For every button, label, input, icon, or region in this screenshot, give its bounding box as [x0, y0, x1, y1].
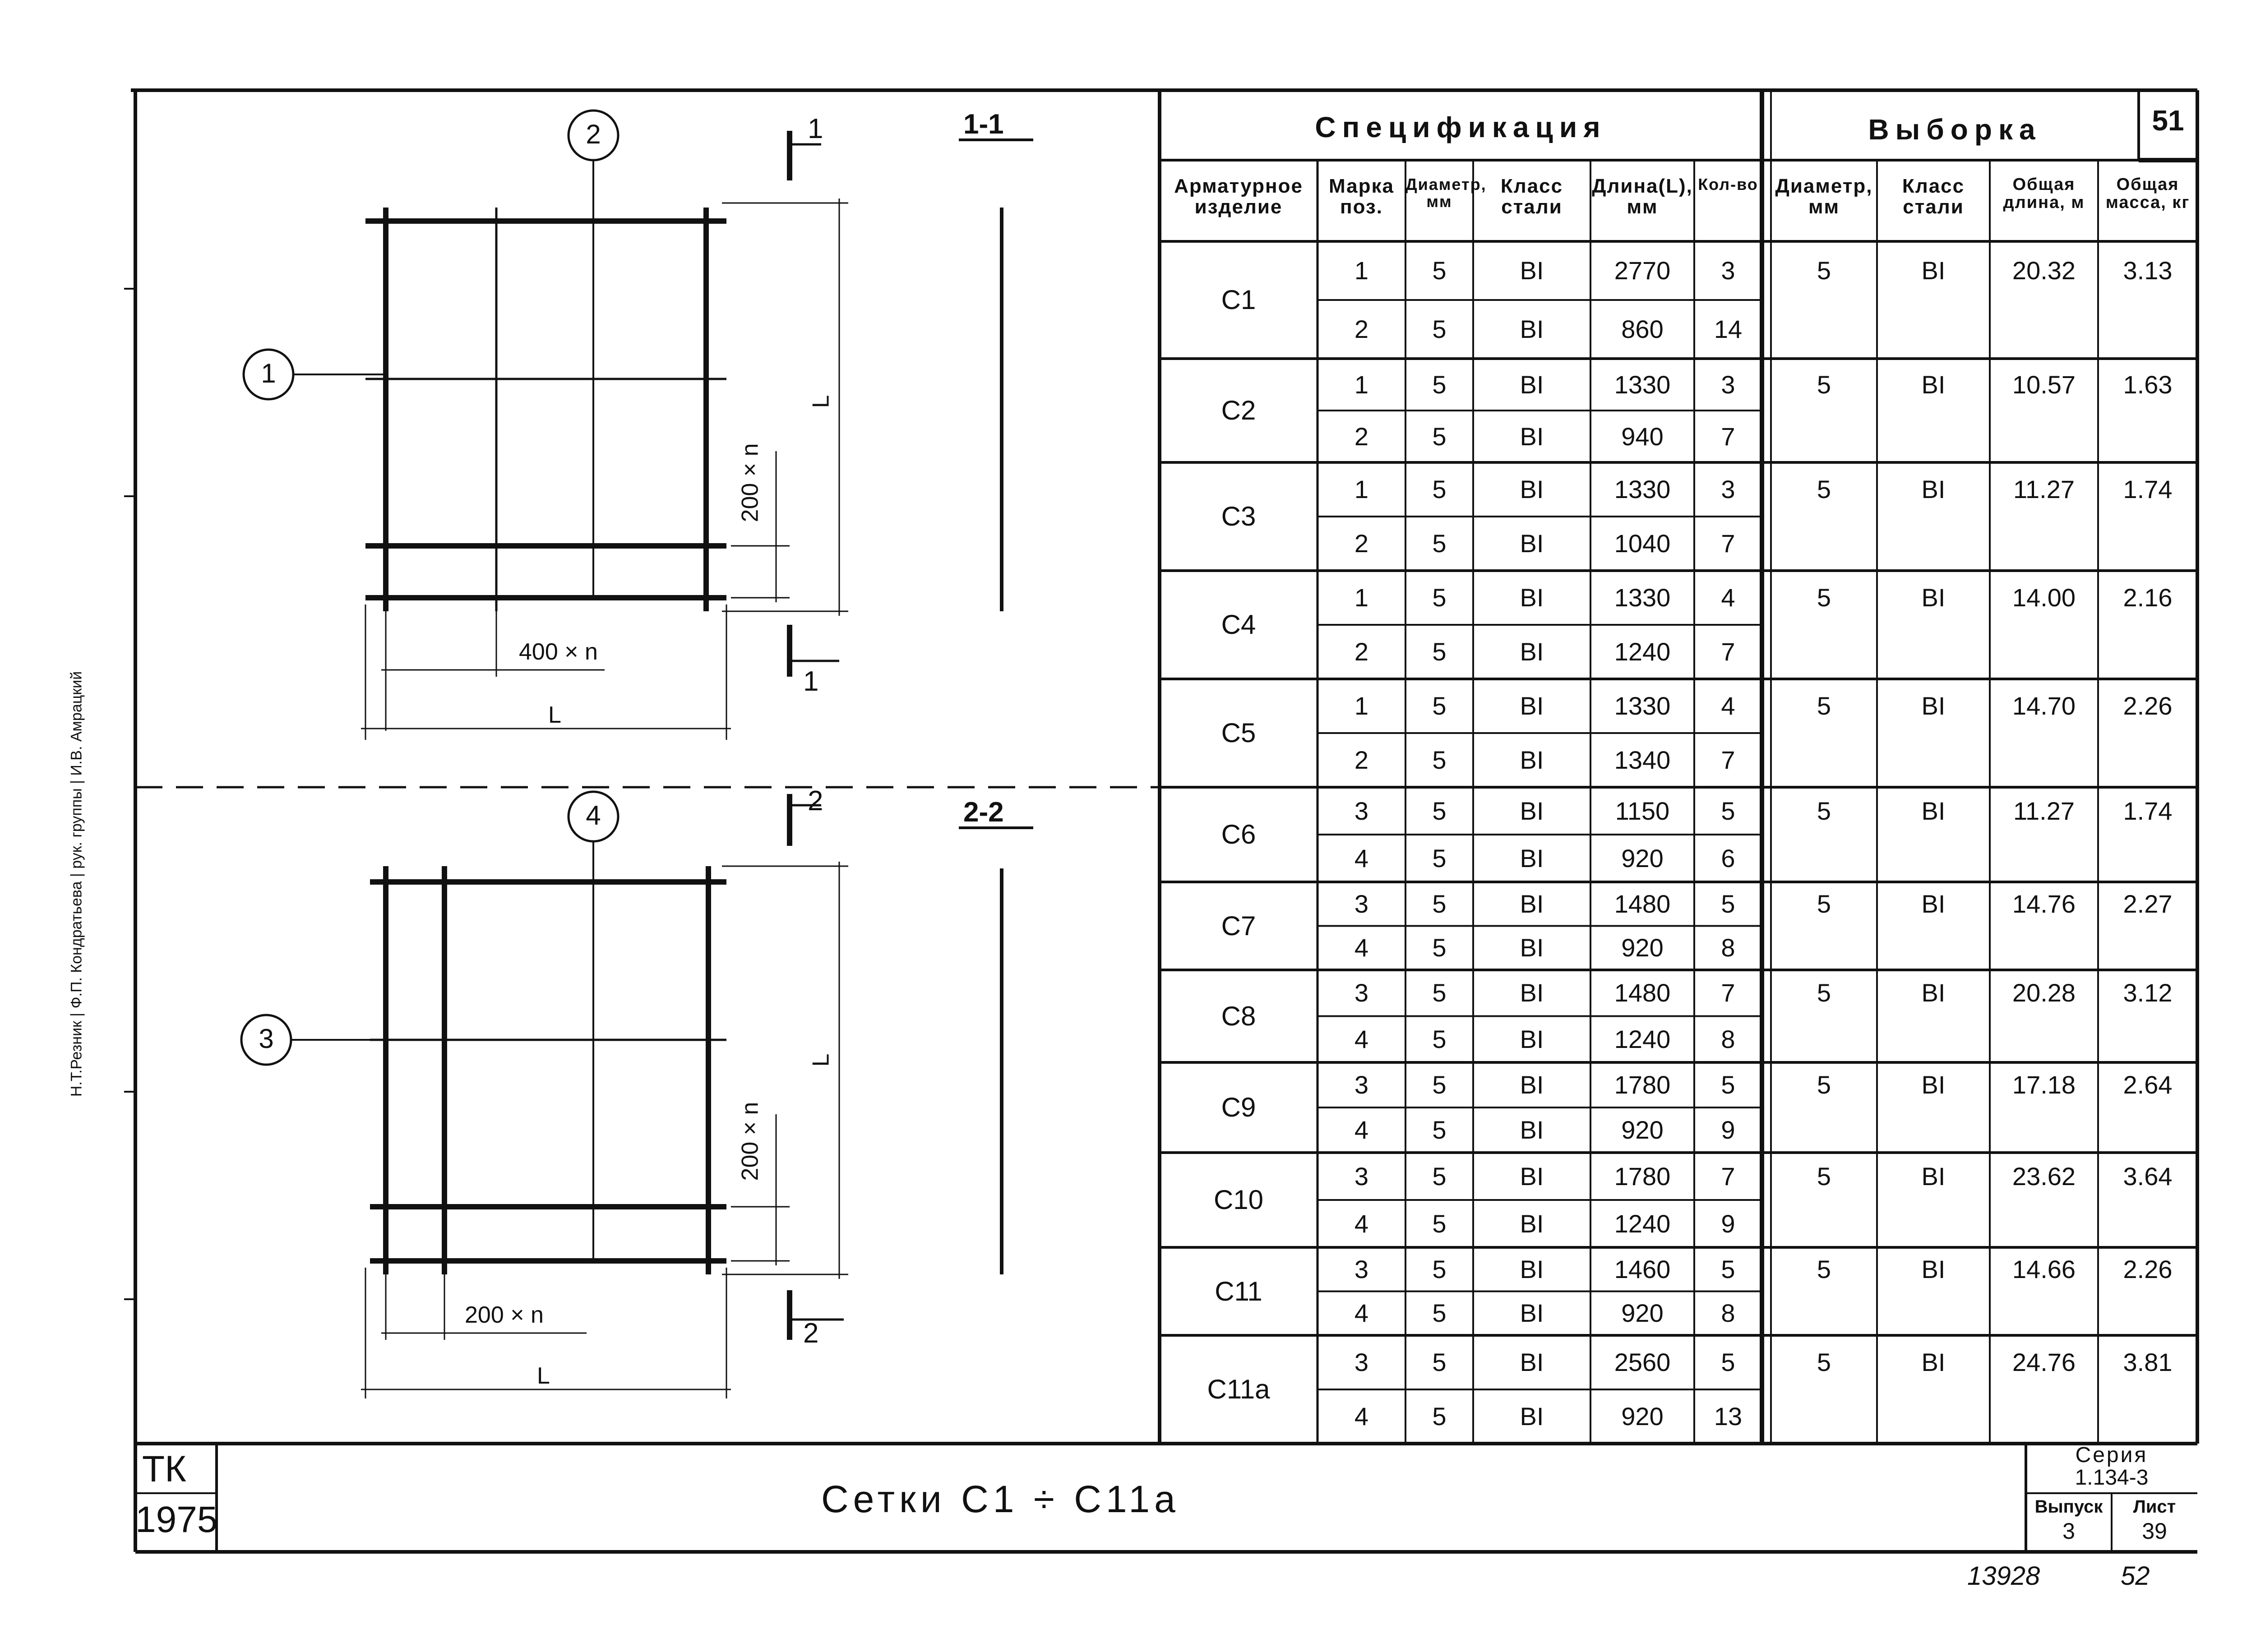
item-2: С3	[1221, 501, 1256, 531]
row-8-a-1: 5	[1432, 1071, 1447, 1099]
row-0-v-1: ВI	[1921, 256, 1946, 285]
series-value: 1.134-3	[2075, 1466, 2149, 1490]
row-8-v-1: ВI	[1921, 1071, 1946, 1099]
row-10-a-1: 5	[1432, 1255, 1447, 1283]
specification-title: Спецификация	[1315, 111, 1607, 143]
row-3-b-2: ВI	[1520, 637, 1544, 666]
dimension-200n-v-top: 200 × n	[737, 443, 763, 522]
row-3-v-2: 14.00	[2012, 583, 2076, 612]
row-4-a-4: 4	[1721, 692, 1735, 720]
row-4-b-0: 2	[1354, 746, 1369, 774]
row-6-a-1: 5	[1432, 889, 1447, 918]
row-8-a-4: 5	[1721, 1071, 1735, 1099]
row-7-b-1: 5	[1432, 1024, 1447, 1053]
row-10-b-0: 4	[1354, 1299, 1369, 1328]
side-signatures: Н.Т.Резник | Ф.П. Кондратьева | рук. группы | И.В. Амрацкий	[68, 671, 85, 1097]
row-3-b-3: 1240	[1614, 637, 1671, 666]
vyborka-header-1: Класс стали	[1902, 175, 1965, 218]
row-9-b-3: 1240	[1614, 1209, 1671, 1238]
row-6-a-0: 3	[1354, 889, 1369, 918]
row-1-b-3: 940	[1621, 422, 1664, 451]
row-5-a-2: ВI	[1520, 796, 1544, 825]
row-4-v-2: 14.70	[2012, 692, 2076, 720]
row-5-a-3: 1150	[1615, 796, 1670, 825]
row-7-v-3: 3.12	[2123, 978, 2173, 1007]
row-4-v-0: 5	[1817, 692, 1831, 720]
row-1-v-3: 1.63	[2123, 370, 2173, 399]
row-3-a-1: 5	[1432, 583, 1447, 612]
dimension-200n-h: 200 × n	[465, 1302, 544, 1328]
row-9-b-1: 5	[1432, 1209, 1447, 1238]
row-6-b-4: 8	[1721, 933, 1735, 962]
row-8-b-3: 920	[1621, 1116, 1664, 1144]
vyborka-header-0: Диаметр, мм	[1775, 175, 1873, 218]
row-5-a-4: 5	[1721, 796, 1735, 825]
row-2-v-1: ВI	[1921, 475, 1946, 503]
row-0-v-0: 5	[1817, 256, 1831, 285]
row-11-v-0: 5	[1817, 1348, 1831, 1376]
row-0-a-1: 5	[1432, 256, 1447, 285]
cut-mark-bottom-2: 2	[803, 1318, 819, 1349]
stamp-tk: ТК	[142, 1449, 186, 1490]
row-8-v-0: 5	[1817, 1071, 1831, 1099]
row-10-v-0: 5	[1817, 1255, 1831, 1283]
row-3-a-3: 1330	[1614, 583, 1671, 612]
row-7-b-0: 4	[1354, 1024, 1369, 1053]
row-2-b-2: ВI	[1520, 529, 1544, 558]
row-2-v-0: 5	[1817, 475, 1831, 503]
position-mark-1: 1	[261, 358, 276, 388]
spec-header-5: Кол-во	[1698, 175, 1758, 194]
row-4-b-1: 5	[1432, 746, 1447, 774]
row-0-a-0: 1	[1354, 256, 1369, 285]
sheet-value: 39	[2142, 1518, 2167, 1544]
position-mark-4: 4	[586, 800, 601, 831]
row-11-a-4: 5	[1721, 1348, 1735, 1376]
row-7-a-1: 5	[1432, 978, 1447, 1007]
row-8-b-2: ВI	[1520, 1116, 1544, 1144]
cut-mark-top-2: 2	[808, 785, 823, 817]
row-6-v-0: 5	[1817, 889, 1831, 918]
row-1-a-2: ВI	[1520, 370, 1544, 399]
spec-header-2: Диаметр, мм	[1405, 175, 1487, 211]
row-8-a-2: ВI	[1520, 1071, 1544, 1099]
row-6-b-0: 4	[1354, 933, 1369, 962]
row-10-b-4: 8	[1721, 1299, 1735, 1328]
footer-number-2: 52	[2121, 1561, 2150, 1591]
row-0-b-1: 5	[1432, 315, 1447, 343]
row-1-a-3: 1330	[1614, 370, 1671, 399]
position-mark-2: 2	[586, 119, 601, 149]
row-10-a-3: 1460	[1614, 1255, 1671, 1283]
row-10-a-0: 3	[1354, 1255, 1369, 1283]
dimension-200n-v-bottom: 200 × n	[737, 1102, 763, 1181]
row-5-v-1: ВI	[1921, 796, 1946, 825]
row-5-a-0: 3	[1354, 796, 1369, 825]
row-0-a-4: 3	[1721, 256, 1735, 285]
row-9-a-2: ВI	[1520, 1162, 1544, 1191]
row-6-b-3: 920	[1621, 933, 1664, 962]
row-6-a-4: 5	[1721, 889, 1735, 918]
cut-mark-bottom-1: 1	[803, 666, 819, 697]
row-11-v-3: 3.81	[2123, 1348, 2173, 1376]
row-3-b-4: 7	[1721, 637, 1735, 666]
row-3-v-0: 5	[1817, 583, 1831, 612]
item-4: С5	[1221, 718, 1256, 748]
row-6-v-2: 14.76	[2012, 889, 2076, 918]
row-3-a-2: ВI	[1520, 583, 1544, 612]
dimension-L-right-bottom: L	[808, 1053, 834, 1067]
row-7-v-1: ВI	[1921, 978, 1946, 1007]
row-5-v-0: 5	[1817, 796, 1831, 825]
row-3-a-0: 1	[1354, 583, 1369, 612]
sheet-label: Лист	[2133, 1497, 2176, 1517]
row-2-a-2: ВI	[1520, 475, 1544, 503]
item-8: С9	[1221, 1092, 1256, 1122]
row-9-v-3: 3.64	[2123, 1162, 2173, 1191]
dimension-L-top: L	[548, 702, 561, 728]
row-7-a-0: 3	[1354, 978, 1369, 1007]
row-1-b-4: 7	[1721, 422, 1735, 451]
item-3: С4	[1221, 609, 1256, 640]
row-6-a-3: 1480	[1614, 889, 1671, 918]
row-1-b-0: 2	[1354, 422, 1369, 451]
row-11-b-4: 13	[1714, 1402, 1743, 1431]
row-1-a-0: 1	[1354, 370, 1369, 399]
row-5-b-2: ВI	[1520, 844, 1544, 872]
row-11-a-1: 5	[1432, 1348, 1447, 1376]
section-title-2-2: 2-2	[963, 797, 1004, 828]
row-0-b-2: ВI	[1520, 315, 1544, 343]
row-7-b-2: ВI	[1520, 1024, 1544, 1053]
item-7: С8	[1221, 1001, 1256, 1031]
row-5-b-1: 5	[1432, 844, 1447, 872]
row-4-b-2: ВI	[1520, 746, 1544, 774]
row-9-b-4: 9	[1721, 1209, 1735, 1238]
row-7-v-2: 20.28	[2012, 978, 2076, 1007]
row-7-b-4: 8	[1721, 1024, 1735, 1053]
item-9: С10	[1213, 1185, 1264, 1215]
row-11-v-2: 24.76	[2012, 1348, 2076, 1376]
row-2-a-0: 1	[1354, 475, 1369, 503]
row-11-b-3: 920	[1621, 1402, 1664, 1431]
row-3-v-1: ВI	[1921, 583, 1946, 612]
row-10-v-2: 14.66	[2012, 1255, 2076, 1283]
row-7-a-2: ВI	[1520, 978, 1544, 1007]
issue-label: Выпуск	[2034, 1497, 2103, 1517]
row-10-v-1: ВI	[1921, 1255, 1946, 1283]
row-7-b-3: 1240	[1614, 1024, 1671, 1053]
series-label: Серия	[2075, 1443, 2148, 1467]
row-0-a-2: ВI	[1520, 256, 1544, 285]
row-2-b-4: 7	[1721, 529, 1735, 558]
spec-header-1: Марка поз.	[1328, 175, 1395, 218]
row-5-b-0: 4	[1354, 844, 1369, 872]
item-11: С11а	[1207, 1374, 1270, 1404]
row-2-a-1: 5	[1432, 475, 1447, 503]
row-11-b-1: 5	[1432, 1402, 1447, 1431]
row-4-b-3: 1340	[1614, 746, 1671, 774]
row-7-v-0: 5	[1817, 978, 1831, 1007]
row-9-v-1: ВI	[1921, 1162, 1946, 1191]
row-8-b-1: 5	[1432, 1116, 1447, 1144]
row-2-v-2: 11.27	[2013, 475, 2075, 503]
spec-header-3: Класс стали	[1500, 175, 1563, 218]
sheet-title: Сетки С1 ÷ С11а	[821, 1478, 1180, 1520]
row-8-a-0: 3	[1354, 1071, 1369, 1099]
row-2-b-1: 5	[1432, 529, 1447, 558]
row-9-b-2: ВI	[1520, 1209, 1544, 1238]
row-5-b-4: 6	[1721, 844, 1735, 872]
spec-header-0: Арматурное изделие	[1174, 175, 1303, 218]
row-2-a-4: 3	[1721, 475, 1735, 503]
row-3-b-0: 2	[1354, 637, 1369, 666]
section-title-1-1: 1-1	[963, 109, 1004, 140]
row-9-b-0: 4	[1354, 1209, 1369, 1238]
row-10-b-2: ВI	[1520, 1299, 1544, 1328]
row-10-b-1: 5	[1432, 1299, 1447, 1328]
row-8-b-0: 4	[1354, 1116, 1369, 1144]
row-4-a-1: 5	[1432, 692, 1447, 720]
row-0-b-0: 2	[1354, 315, 1369, 343]
row-1-a-4: 3	[1721, 370, 1735, 399]
row-1-b-1: 5	[1432, 422, 1447, 451]
row-1-v-2: 10.57	[2012, 370, 2076, 399]
row-5-v-3: 1.74	[2123, 796, 2173, 825]
stamp-year: 1975	[135, 1499, 218, 1540]
row-11-b-0: 4	[1354, 1402, 1369, 1431]
row-11-a-2: ВI	[1520, 1348, 1544, 1376]
row-10-b-3: 920	[1621, 1299, 1664, 1328]
row-6-b-1: 5	[1432, 933, 1447, 962]
row-9-v-0: 5	[1817, 1162, 1831, 1191]
row-6-v-3: 2.27	[2123, 889, 2173, 918]
row-10-a-4: 5	[1721, 1255, 1735, 1283]
footer-number-1: 13928	[1967, 1561, 2040, 1591]
row-8-v-2: 17.18	[2012, 1071, 2076, 1099]
dimension-400n: 400 × n	[519, 639, 598, 665]
row-11-b-2: ВI	[1520, 1402, 1544, 1431]
row-0-b-3: 860	[1621, 315, 1664, 343]
position-mark-3: 3	[259, 1024, 274, 1054]
item-1: С2	[1221, 395, 1256, 425]
item-10: С11	[1215, 1276, 1262, 1306]
dimension-L-right-top: L	[808, 395, 834, 408]
spec-header-4: Длина(L), мм	[1592, 175, 1693, 218]
vyborka-header-3: Общая масса, кг	[2105, 175, 2190, 212]
row-5-b-3: 920	[1621, 844, 1664, 872]
row-4-b-4: 7	[1721, 746, 1735, 774]
item-6: С7	[1221, 910, 1256, 941]
row-2-v-3: 1.74	[2123, 475, 2173, 503]
row-5-a-1: 5	[1432, 796, 1447, 825]
row-9-a-0: 3	[1354, 1162, 1369, 1191]
row-0-b-4: 14	[1714, 315, 1743, 343]
row-2-b-3: 1040	[1614, 529, 1671, 558]
issue-value: 3	[2062, 1518, 2075, 1544]
row-1-b-2: ВI	[1520, 422, 1544, 451]
row-0-v-2: 20.32	[2012, 256, 2076, 285]
row-11-a-3: 2560	[1614, 1348, 1671, 1376]
row-5-v-2: 11.27	[2013, 796, 2075, 825]
row-6-a-2: ВI	[1520, 889, 1544, 918]
row-4-a-2: ВI	[1520, 692, 1544, 720]
row-1-v-0: 5	[1817, 370, 1831, 399]
row-4-v-1: ВI	[1921, 692, 1946, 720]
row-3-b-1: 5	[1432, 637, 1447, 666]
row-10-v-3: 2.26	[2123, 1255, 2173, 1283]
row-11-v-1: ВI	[1921, 1348, 1946, 1376]
item-0: С1	[1221, 285, 1256, 315]
row-9-v-2: 23.62	[2012, 1162, 2076, 1191]
row-4-a-0: 1	[1354, 692, 1369, 720]
row-1-v-1: ВI	[1921, 370, 1946, 399]
row-6-b-2: ВI	[1520, 933, 1544, 962]
row-2-a-3: 1330	[1614, 475, 1671, 503]
row-4-a-3: 1330	[1614, 692, 1671, 720]
row-3-v-3: 2.16	[2123, 583, 2173, 612]
row-8-b-4: 9	[1721, 1116, 1735, 1144]
row-8-a-3: 1780	[1614, 1071, 1671, 1099]
cut-mark-top-1: 1	[808, 113, 823, 144]
item-5: С6	[1221, 819, 1256, 849]
row-0-a-3: 2770	[1614, 256, 1671, 285]
row-6-v-1: ВI	[1921, 889, 1946, 918]
dimension-L-bottom: L	[537, 1363, 550, 1389]
row-1-a-1: 5	[1432, 370, 1447, 399]
row-7-a-4: 7	[1721, 978, 1735, 1007]
row-9-a-4: 7	[1721, 1162, 1735, 1191]
row-11-a-0: 3	[1354, 1348, 1369, 1376]
row-9-a-3: 1780	[1614, 1162, 1671, 1191]
vyborka-header-2: Общая длина, м	[2003, 175, 2085, 212]
row-10-a-2: ВI	[1520, 1255, 1544, 1283]
vyborka-title: Выборка	[1868, 113, 2042, 146]
row-3-a-4: 4	[1721, 583, 1735, 612]
row-8-v-3: 2.64	[2123, 1071, 2173, 1099]
page-badge: 51	[2152, 104, 2184, 137]
row-4-v-3: 2.26	[2123, 692, 2173, 720]
row-0-v-3: 3.13	[2123, 256, 2173, 285]
row-9-a-1: 5	[1432, 1162, 1447, 1191]
row-2-b-0: 2	[1354, 529, 1369, 558]
row-7-a-3: 1480	[1614, 978, 1671, 1007]
